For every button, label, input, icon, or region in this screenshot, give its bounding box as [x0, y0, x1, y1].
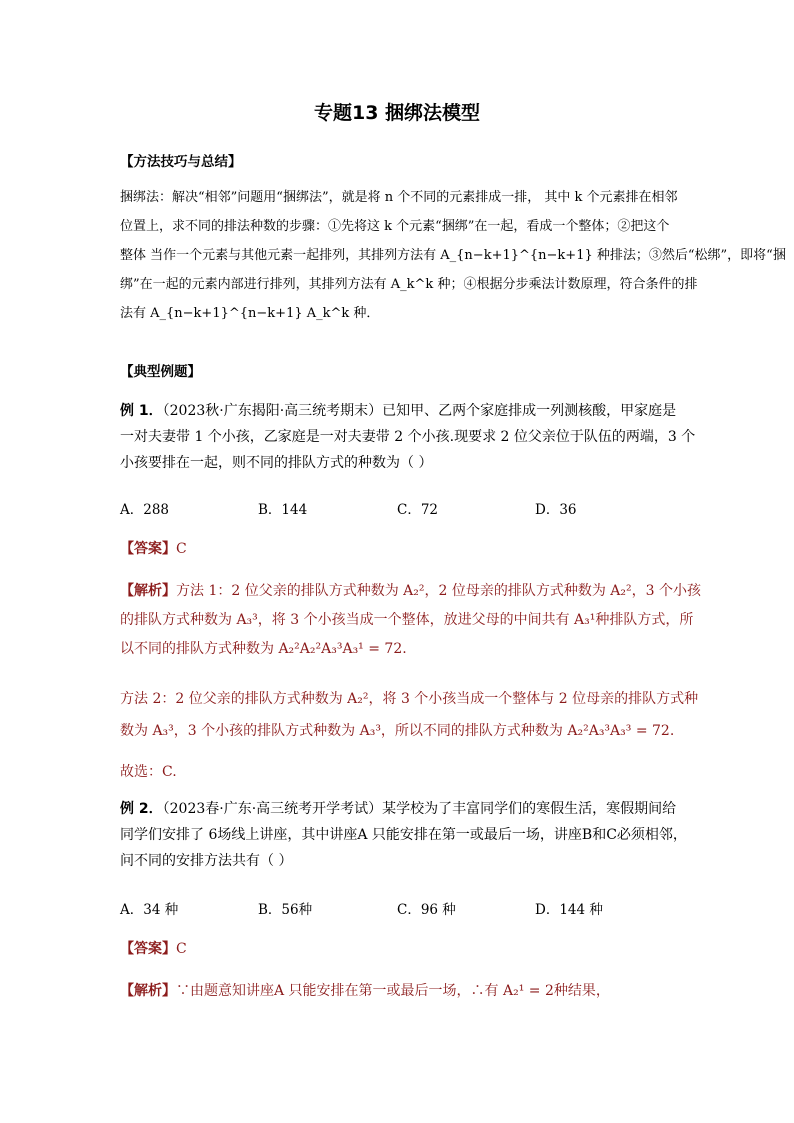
option-c: C．72	[397, 502, 439, 518]
analysis-line: ∵由题意知讲座A 只能安排在第一或最后一场，∴有 A₂¹ = 2种结果，	[176, 983, 610, 999]
option-d: D．144 种	[535, 902, 603, 918]
analysis-tag: 【解析】	[120, 583, 176, 599]
option-b: B．144	[258, 502, 308, 518]
example-1-question	[120, 398, 696, 476]
option-a: A．34 种	[120, 902, 179, 918]
section-heading-method: 【方法技巧与总结】	[120, 154, 242, 170]
section-heading-examples: 【典型例题】	[120, 364, 201, 380]
question-line: （2023秋·广东揭阳·高三统考期末）已知甲、乙两个家庭排成一列测核酸，甲家庭是	[162, 403, 677, 419]
answer-value: C	[176, 941, 187, 957]
method-line: 法有 A_{n−k+1}^{n−k+1} A_k^k 种．	[120, 306, 380, 321]
analysis-line: 方法 1：2 位父亲的排队方式种数为 A₂²，2 位母亲的排队方式种数为 A₂²，3 个小孩	[176, 583, 701, 599]
answer-value: C	[176, 541, 187, 557]
option-c: C．96 种	[397, 902, 456, 918]
answer-tag: 【答案】	[120, 941, 176, 957]
analysis-tag: 【解析】	[120, 983, 176, 999]
example-2-analysis	[120, 978, 680, 1004]
example-2-question	[120, 796, 687, 874]
question-line: （2023春·广东·高三统考开学考试）某学校为了丰富同学们的寒假生活，寒假期间给	[162, 801, 677, 817]
method-line: 整体 当作一个元素与其他元素一起排列，其排列方法有 A_{n−k+1}^{n−k+1} 种排法；③然后“松绑”，即将“捆	[120, 248, 786, 263]
method-line: 绑”在一起的元素内部进行排列，其排列方法有 A_k^k 种；④根据分步乘法计数原理，符合条件的排	[120, 277, 698, 292]
question-line: 一对夫妻带 1 个小孩，乙家庭是一对夫妻带 2 个小孩.现要求 2 位父亲位于队伍的两端，3 个	[120, 429, 696, 445]
analysis-line: 的排队方式种数为 A₃³，将 3 个小孩当成一个整体，放进父母的中间共有 A₃¹种排队方式，所	[120, 612, 694, 628]
answer-tag: 【答案】	[120, 541, 176, 557]
analysis-line: 以不同的排队方式种数为 A₂²A₂²A₃³A₃¹ = 72.	[120, 641, 407, 657]
example-1-answer	[120, 538, 187, 558]
example-2-label: 例 2．	[120, 801, 163, 817]
method-line: 位置上，求不同的排法种数的步骤：①先将这 k 个元素“捆绑”在一起，看成一个整体；②把这个	[120, 219, 670, 234]
question-line: 小孩要排在一起，则不同的排队方式的种数为（ ）	[120, 455, 433, 471]
method-line: 捆绑法：解决“相邻”问题用“捆绑法”，就是将 n 个不同的元素排成一排， 其中 k 个元素排在相邻	[120, 190, 678, 205]
option-a: A．288	[120, 502, 170, 518]
example-1-analysis	[120, 577, 701, 664]
example-1-method-2	[120, 683, 699, 747]
question-line: 同学们安排了 6场线上讲座，其中讲座A 只能安排在第一或最后一场，讲座B和C必须相邻，	[120, 827, 687, 843]
option-b: B．56种	[258, 902, 313, 918]
method-summary	[120, 183, 786, 328]
method2-line: 数为 A₃³，3 个小孩的排队方式种数为 A₃³，所以不同的排队方式种数为 A₂²A₃³A₃³ = 72.	[120, 723, 675, 739]
method2-line: 方法 2：2 位父亲的排队方式种数为 A₂²，将 3 个小孩当成一个整体与 2 位母亲的排队方式种	[120, 691, 699, 707]
option-d: D．36	[535, 502, 577, 518]
question-line: 问不同的安排方法共有（ ）	[120, 853, 293, 869]
example-1-label: 例 1．	[120, 403, 163, 419]
example-1-conclusion: 故选：C.	[120, 764, 177, 780]
page-title: 专题13 捆绑法模型	[313, 102, 481, 124]
example-2-answer	[120, 938, 187, 958]
